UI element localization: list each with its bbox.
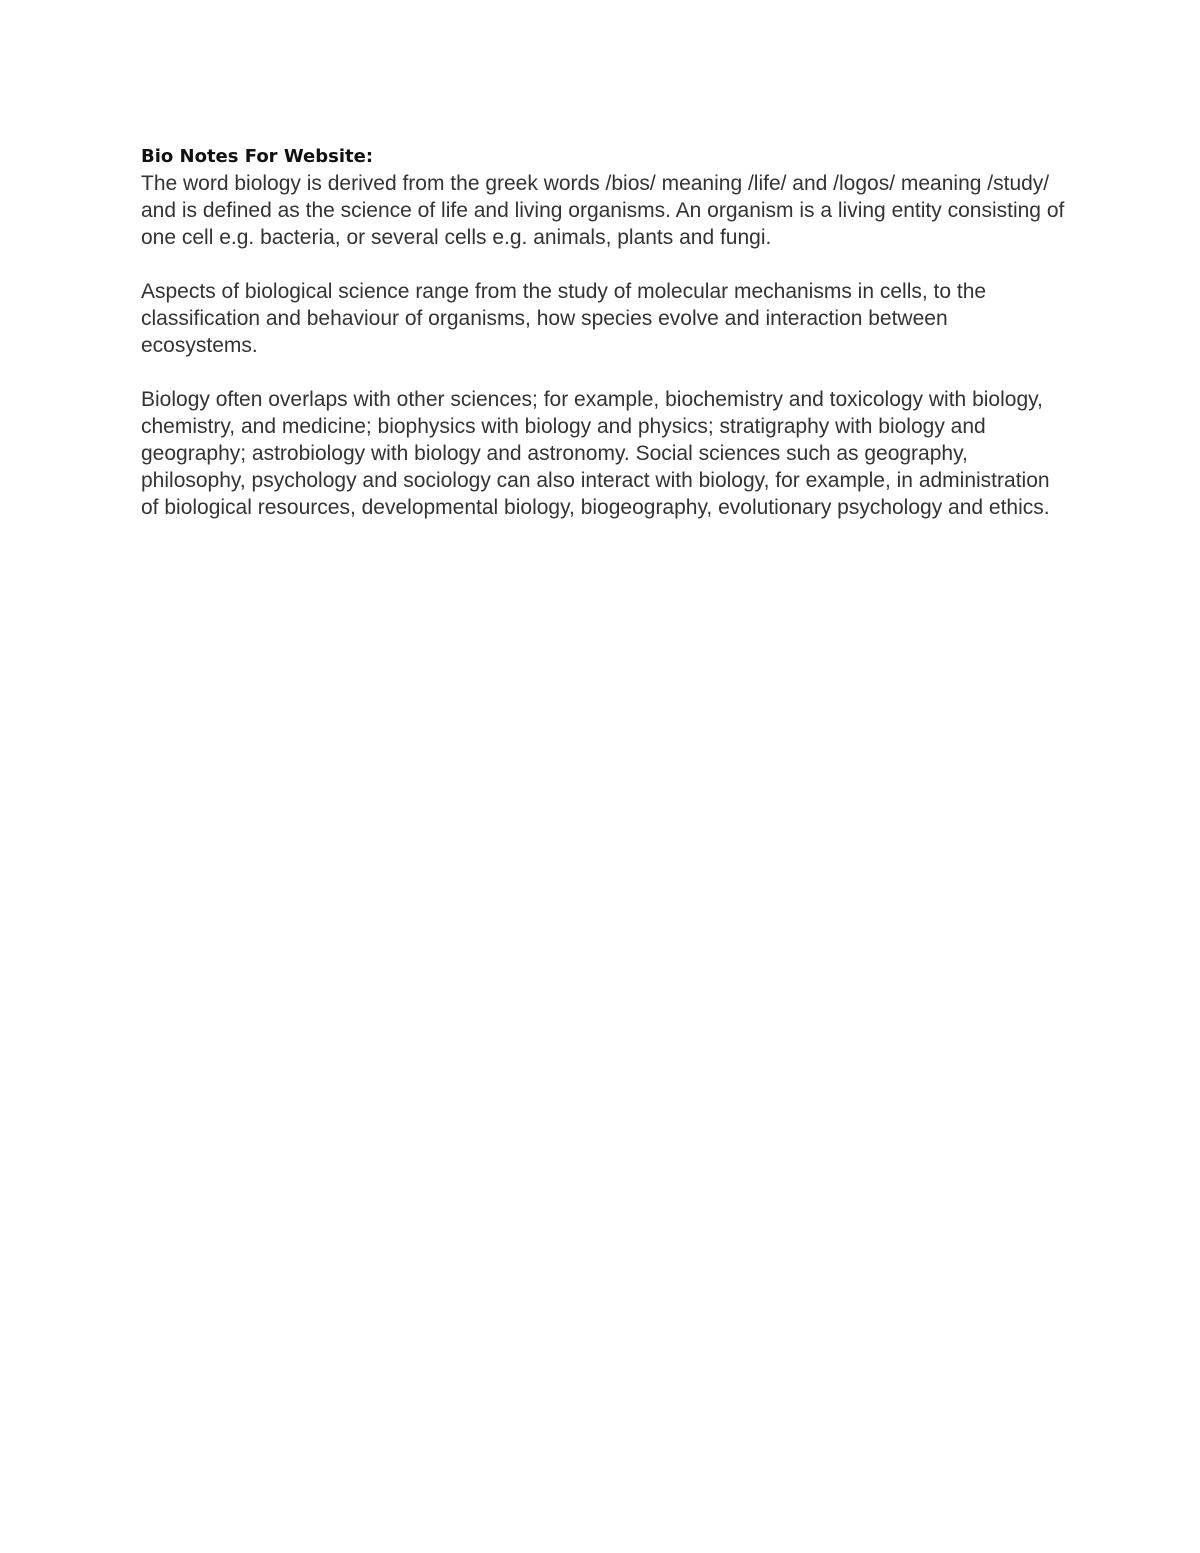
paragraph-etymology: The word biology is derived from the greek words /bios/ meaning /life/ and /logos/ meaning /study/ and is defined as the science of life and living organisms. An organism is a living entity consisting of one cell e.g. bacteria, or several cells e.g. animals, plants and fungi.	[141, 172, 1065, 249]
paragraph-overlaps: Biology often overlaps with other sciences; for example, biochemistry and toxicology with biology, chemistry, and medicine; biophysics with biology and physics; stratigraphy with biology and geography; astrobiology with biology and astronomy. Social sciences such as geography, philosophy, psychology and sociology can also interact with biology, for example, in administration of biological resources, developmental biology, biogeography, evolutionary psychology and ethics.	[141, 388, 1050, 519]
document-body	[141, 144, 1066, 521]
paragraph-aspects: Aspects of biological science range from the study of molecular mechanisms in cells, to the classification and behaviour of organisms, how species evolve and interaction between ecosystems.	[141, 280, 987, 357]
paragraph-spacer	[141, 359, 1066, 386]
paragraph-spacer	[141, 251, 1066, 278]
document-title: Bio Notes For Website:	[141, 146, 374, 167]
